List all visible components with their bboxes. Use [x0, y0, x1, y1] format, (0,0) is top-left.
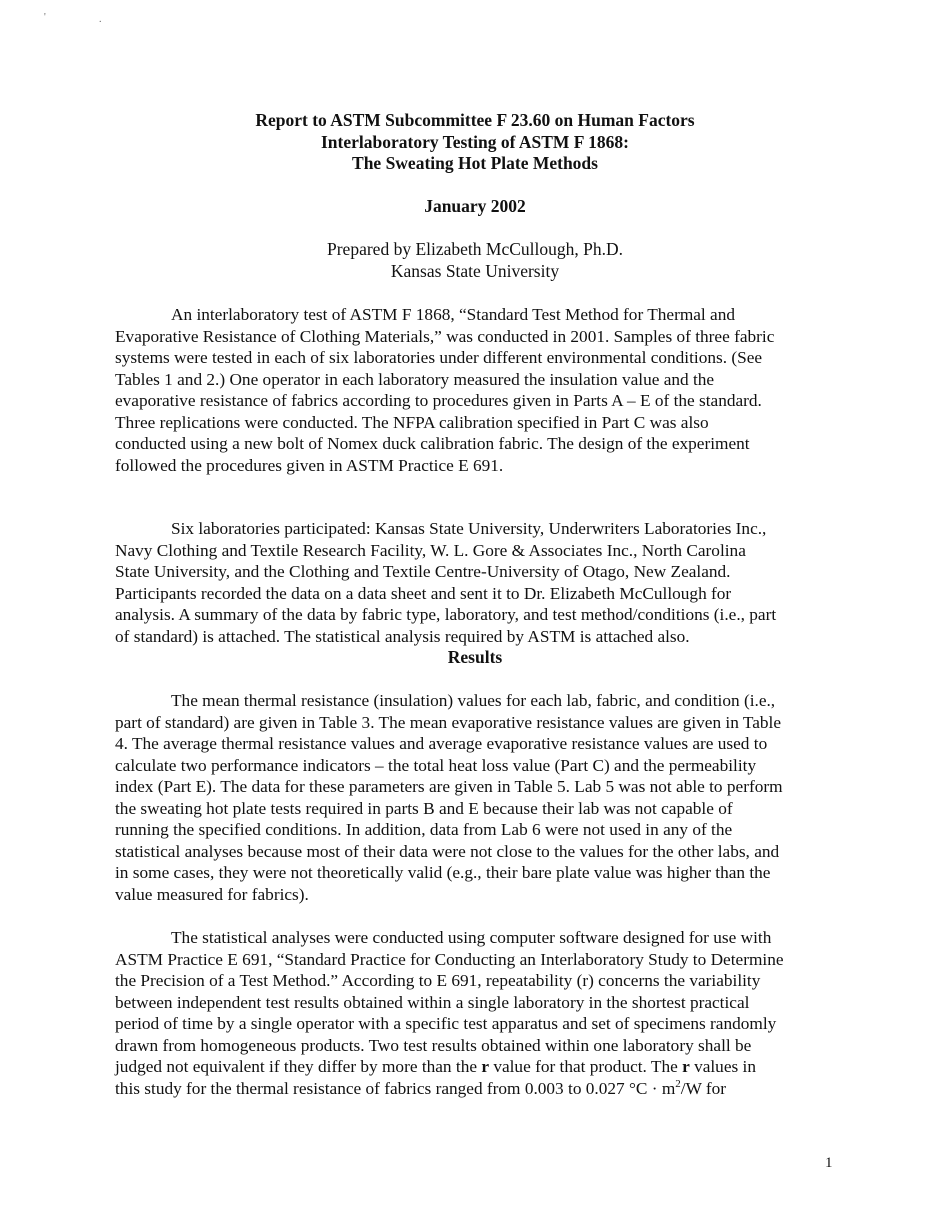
paragraph-line: State University, and the Clothing and Textile Centre-University of Otago, New Zealand.: [115, 562, 731, 581]
paragraph-line: conducted using a new bolt of Nomex duck calibration fabric. The design of the experiment: [115, 434, 750, 453]
paragraph-line: of standard) is attached. The statistical analysis required by ASTM is attached also.: [115, 626, 690, 646]
paragraph-line: Three replications were conducted. The NFPA calibration specified in Part C was also: [115, 412, 709, 432]
line-text: value for that product. The: [489, 1057, 683, 1076]
participants-paragraph: [115, 518, 837, 647]
title-line: Interlaboratory Testing of ASTM F 1868:: [320, 131, 630, 152]
paragraph-line: Six laboratories participated: Kansas State University, Underwriters Laboratories Inc.,: [171, 519, 767, 538]
line-text: values in: [689, 1057, 756, 1076]
paragraph-line: drawn from homogeneous products. Two test results obtained within one laboratory shall be: [115, 1035, 752, 1055]
prepared-by: Prepared by Elizabeth McCullough, Ph.D.: [327, 239, 623, 259]
paragraph-line: [115, 1078, 837, 1100]
line-text: this study for the thermal resistance of fabrics ranged from 0.003 to 0.027 °C · m: [115, 1078, 676, 1098]
paragraph-line: Tables 1 and 2.) One operator in each laboratory measured the insulation value and the: [115, 369, 715, 389]
paragraph-line: statistical analyses because most of their data were not close to the values for the other labs, and: [115, 841, 780, 861]
paragraph-line: index (Part E). The data for these parameters are given in Table 5. Lab 5 was not able to perform: [115, 777, 783, 796]
title-line: Report to ASTM Subcommittee F 23.60 on Human Factors: [255, 110, 695, 130]
results-paragraph: [115, 690, 837, 905]
r-symbol: r: [682, 1057, 690, 1076]
paragraph-line: systems were tested in each of six laboratories under different environmental conditions. (See: [115, 348, 763, 367]
paragraph-line: 4. The average thermal resistance values and average evaporative resistance values are used to: [115, 734, 768, 753]
title-line: The Sweating Hot Plate Methods: [352, 153, 598, 173]
page-number: 1: [825, 1155, 833, 1171]
paragraph-line: The mean thermal resistance (insulation) values for each lab, fabric, and condition (i.e.,: [171, 691, 776, 710]
paragraph-line: between independent test results obtained within a single laboratory in the shortest practical: [115, 992, 750, 1012]
paragraph-line: ASTM Practice E 691, “Standard Practice for Conducting an Interlaboratory Study to Determine: [115, 949, 784, 969]
report-date: January 2002: [424, 196, 526, 216]
paragraph-line: calculate two performance indicators – the total heat loss value (Part C) and the permeability: [115, 755, 757, 775]
paragraph-line: the Precision of a Test Method.” According to E 691, repeatability (r) concerns the variability: [115, 971, 761, 990]
paragraph-line: value measured for fabrics).: [115, 884, 309, 904]
paragraph-line: followed the procedures given in ASTM Practice E 691.: [115, 455, 504, 475]
paragraph-line: part of standard) are given in Table 3. The mean evaporative resistance values are given in Table: [115, 712, 782, 732]
paragraph-line: the sweating hot plate tests required in parts B and E because their lab was not capable of: [115, 798, 733, 818]
statistics-paragraph: [115, 927, 837, 1099]
author-block: [0, 239, 950, 282]
scan-mark: .: [99, 14, 102, 25]
paragraph-line: in some cases, they were not theoretically valid (e.g., their bare plate value was higher than the: [115, 863, 771, 882]
scan-mark: ': [44, 12, 46, 23]
line-text: /W for: [680, 1078, 727, 1098]
paragraph-line: [115, 1056, 837, 1078]
results-heading: Results: [447, 647, 503, 667]
affiliation: Kansas State University: [390, 260, 560, 281]
report-title: [0, 110, 950, 175]
superscript: 2: [675, 1077, 681, 1090]
line-text: judged not equivalent if they differ by more than the: [115, 1057, 482, 1076]
paragraph-line: Navy Clothing and Textile Research Facility, W. L. Gore & Associates Inc., North Carolina: [115, 540, 746, 560]
paragraph-line: The statistical analyses were conducted using computer software designed for use with: [171, 928, 772, 947]
paragraph-line: period of time by a single operator with a specific test apparatus and set of specimens randomly: [115, 1014, 777, 1033]
r-symbol: r: [481, 1057, 489, 1076]
paragraph-line: An interlaboratory test of ASTM F 1868, “Standard Test Method for Thermal and: [171, 305, 736, 324]
paragraph-line: Evaporative Resistance of Clothing Materials,” was conducted in 2001. Samples of three fabric: [115, 326, 775, 346]
intro-paragraph: [115, 304, 837, 476]
paragraph-line: Participants recorded the data on a data sheet and sent it to Dr. Elizabeth McCullough for: [115, 583, 732, 603]
paragraph-line: running the specified conditions. In addition, data from Lab 6 were not used in any of the: [115, 820, 733, 839]
paragraph-line: analysis. A summary of the data by fabric type, laboratory, and test method/conditions (i.e., part: [115, 605, 777, 624]
paragraph-line: evaporative resistance of fabrics according to procedures given in Parts A – E of the standard.: [115, 391, 762, 410]
